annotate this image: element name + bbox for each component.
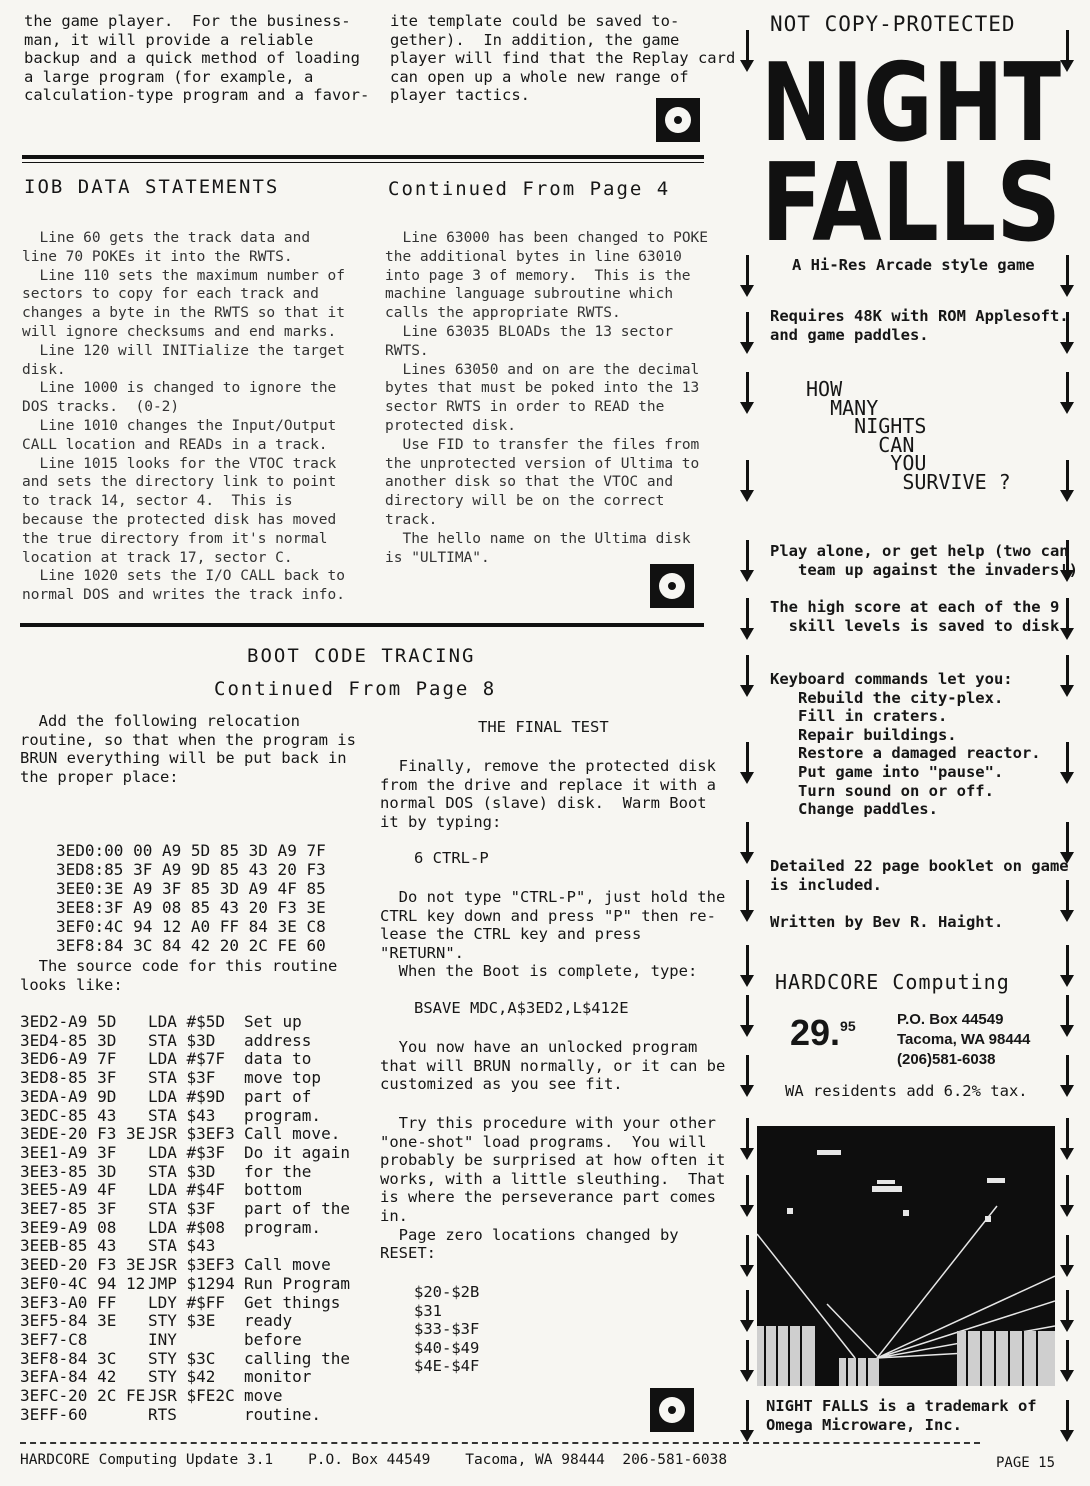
final-para-2: Do not type "CTRL-P", just hold the CTRL key down and press "P" then re- lease the CTRL key and press "RETURN". When the Boot is complete, type:	[380, 888, 726, 981]
asm-row	[20, 1368, 354, 1387]
asm-comment: before	[244, 1329, 302, 1349]
asm-address: 3EF5-84 3E	[20, 1311, 117, 1331]
asm-row	[20, 1050, 354, 1069]
page-number: PAGE 15	[996, 1455, 1056, 1471]
asm-row	[20, 1013, 354, 1032]
ad-address	[897, 1010, 1030, 1070]
asm-row	[20, 1144, 354, 1163]
asm-row	[20, 1125, 354, 1144]
down-arrow-icon	[740, 255, 754, 297]
down-arrow-icon	[740, 30, 754, 72]
asm-comment: Call move	[244, 1255, 331, 1275]
down-arrow-icon	[1060, 945, 1074, 987]
price-main: 29.	[790, 1012, 841, 1053]
asm-instruction: STA $43	[148, 1105, 216, 1125]
ad-play: Play alone, or get help (two can team up against the invaders!)	[770, 542, 1078, 579]
asm-comment: bottom	[244, 1180, 302, 1200]
ctrl-command: 6 CTRL-P	[414, 849, 489, 867]
down-arrow-icon	[1060, 1340, 1074, 1382]
source-intro: The source code for this routine looks like:	[20, 957, 338, 994]
asm-listing	[20, 1013, 354, 1424]
asm-address: 3EF3-A0 FF	[20, 1292, 117, 1312]
boot-continued: Continued From Page 8	[214, 678, 497, 700]
asm-address: 3EED-20 F3 3E	[20, 1255, 146, 1275]
logo-line-2: FALLS	[761, 141, 1061, 246]
asm-row	[20, 1350, 354, 1369]
asm-instruction: LDA #$5D	[148, 1012, 226, 1031]
asm-comment: ready	[244, 1311, 293, 1331]
boot-title: BOOT CODE TRACING	[247, 645, 476, 667]
ad-price	[790, 1012, 856, 1054]
asm-address: 3EEB-85 43	[20, 1236, 117, 1256]
final-para-4: Try this procedure with your other "one-shot" load programs. You will probably be surprised at how often it works, with a little sleuthing. That is where the perseverance part comes in. Page zero locations changed by RESET:	[380, 1114, 726, 1263]
asm-address: 3EE5-A9 4F	[20, 1180, 117, 1200]
asm-address: 3EE3-85 3D	[20, 1161, 117, 1181]
asm-instruction: LDA #$3F	[148, 1142, 226, 1162]
asm-row	[20, 1294, 354, 1313]
down-arrow-icon	[1060, 742, 1074, 784]
down-arrow-icon	[740, 995, 754, 1037]
asm-address: 3EE1-A9 3F	[20, 1142, 117, 1162]
ad-header: NOT COPY-PROTECTED	[770, 12, 1016, 36]
section-divider-thin	[22, 162, 704, 163]
iob-continued: Continued From Page 4	[388, 178, 671, 200]
asm-comment: move	[244, 1386, 283, 1406]
down-arrow-icon	[740, 598, 754, 640]
ad-keyboard: Keyboard commands let you: Rebuild the city-plex. Fill in craters. Repair buildings. Restore a damaged reactor. Put game into "pause". Turn sound on or off. Change paddles.	[770, 670, 1041, 819]
asm-row	[20, 1237, 354, 1256]
asm-address: 3EF8-84 3C	[20, 1348, 117, 1368]
asm-row	[20, 1406, 354, 1425]
logo-line-1: NIGHT	[761, 44, 1062, 166]
asm-row	[20, 1256, 354, 1275]
asm-comment: program.	[244, 1217, 322, 1237]
asm-comment: monitor	[244, 1367, 312, 1387]
section-divider	[22, 155, 704, 159]
asm-comment: for the	[244, 1161, 312, 1181]
asm-instruction: JSR $3EF3	[148, 1255, 235, 1275]
asm-comment: calling the	[244, 1348, 350, 1368]
asm-address: 3ED8-85 3F	[20, 1068, 117, 1088]
phone-number: (206)581-6038	[897, 1051, 996, 1068]
ad-score: The high score at each of the 9 skill levels is saved to disk.	[770, 598, 1069, 635]
ad-subtitle: A Hi-Res Arcade style game	[792, 256, 1035, 274]
footer-info: HARDCORE Computing Update 3.1 P.O. Box 44549 Tacoma, WA 98444 206-581-6038	[20, 1452, 728, 1468]
asm-comment: part of the	[244, 1199, 350, 1219]
ad-tax: WA residents add 6.2% tax.	[785, 1082, 1028, 1100]
asm-row	[20, 1275, 354, 1294]
asm-comment: address	[244, 1030, 312, 1050]
ad-requirements: Requires 48K with ROM Applesoft. and game paddles.	[770, 307, 1069, 344]
down-arrow-icon	[740, 1340, 754, 1382]
zero-page-list: $20-$2B $31 $33-$3F $40-$49 $4E-$4F	[414, 1283, 480, 1376]
asm-instruction: STA $3F	[148, 1068, 216, 1088]
game-screenshot	[757, 1126, 1055, 1386]
down-arrow-icon	[740, 1290, 754, 1332]
asm-instruction: STA $3D	[148, 1161, 216, 1181]
asm-instruction: STY $3C	[148, 1348, 216, 1368]
down-arrow-icon	[1060, 995, 1074, 1037]
asm-address: 3EDE-20 F3 3E	[20, 1124, 146, 1144]
address-line-1: P.O. Box 44549	[897, 1011, 1004, 1028]
asm-address: 3EF0-4C 94 12	[20, 1273, 146, 1293]
section-divider	[20, 623, 704, 627]
down-arrow-icon	[740, 822, 754, 864]
iob-title: IOB DATA STATEMENTS	[24, 176, 280, 198]
down-arrow-icon	[740, 945, 754, 987]
end-mark-icon	[650, 564, 694, 608]
hex-dump: 3ED0:00 00 A9 5D 85 3D A9 7F 3ED8:85 3F A9 9D 85 43 20 F3 3EE0:3E A9 3F 85 3D A9 4F 85 3EE8:3F A9 08 85 43 20 F3 3E 3EF0:4C 94 12 A0 FF 84 3E C8 3EF8:84 3C 84 42 20 2C FE 60	[56, 841, 326, 955]
footer-rule	[20, 1442, 980, 1444]
asm-address: 3ED2-A9 5D	[20, 1012, 117, 1031]
asm-address: 3EFC-20 2C FE	[20, 1386, 146, 1406]
down-arrow-icon	[740, 880, 754, 922]
down-arrow-icon	[1060, 1290, 1074, 1332]
asm-instruction: LDA #$9D	[148, 1086, 226, 1106]
asm-row	[20, 1387, 354, 1406]
asm-row	[20, 1032, 354, 1051]
asm-comment: data to	[244, 1049, 312, 1069]
asm-instruction: LDY #$FF	[148, 1292, 226, 1312]
iob-right-column: Line 63000 has been changed to POKE the additional bytes in line 63010 into page 3 of memory. This is the machine language subroutine which calls the appropriate RWTS. Line 63035 BLOADs the 13 sector RWTS. Lines 63050 and on are the decimal bytes that must be poked into the 13 sector RWTS in order to READ the protected disk. Use FID to transfer the files from the unprotected version of Ultima to another disk so that the VTOC and directory will be on the correct track. The hello name on the Ultima disk is "ULTIMA".	[385, 230, 709, 566]
asm-row	[20, 1312, 354, 1331]
ad-author: Written by Bev R. Haight.	[770, 913, 1004, 931]
down-arrow-icon	[1060, 1175, 1074, 1217]
down-arrow-icon	[1060, 460, 1074, 502]
asm-instruction: JSR $FE2C	[148, 1386, 235, 1406]
asm-address: 3EE9-A9 08	[20, 1217, 117, 1237]
asm-comment: Call move.	[244, 1124, 341, 1144]
down-arrow-icon	[1060, 1118, 1074, 1160]
ad-booklet: Detailed 22 page booklet on game is included.	[770, 857, 1069, 894]
asm-address: 3ED6-A9 7F	[20, 1049, 117, 1069]
asm-comment: Set up	[244, 1012, 302, 1031]
asm-instruction: JSR $3EF3	[148, 1124, 235, 1144]
asm-address: 3EDC-85 43	[20, 1105, 117, 1125]
asm-instruction: LDA #$4F	[148, 1180, 226, 1200]
asm-comment: Get things	[244, 1292, 341, 1312]
asm-instruction: LDA #$7F	[148, 1049, 226, 1069]
asm-instruction: STA $3F	[148, 1199, 216, 1219]
asm-address: 3EFF-60	[20, 1404, 88, 1424]
asm-instruction: STA $3D	[148, 1030, 216, 1050]
down-arrow-icon	[1060, 655, 1074, 697]
ad-trademark: NIGHT FALLS is a trademark of Omega Microware, Inc.	[766, 1397, 1037, 1434]
final-para-3: You now have an unlocked program that will BRUN normally, or it can be customized as you see fit.	[380, 1038, 726, 1094]
asm-address: 3EFA-84 42	[20, 1367, 117, 1387]
asm-comment: program.	[244, 1105, 322, 1125]
top-right-column: ite template could be saved to- gether). In addition, the game player will find that the Replay card can open up a whole new range of player tactics.	[390, 12, 736, 105]
asm-comment: move top	[244, 1068, 322, 1088]
final-test-title: THE FINAL TEST	[478, 718, 609, 736]
down-arrow-icon	[740, 742, 754, 784]
asm-row	[20, 1163, 354, 1182]
asm-address: 3EE7-85 3F	[20, 1199, 117, 1219]
down-arrow-icon	[740, 1400, 754, 1442]
price-cents: 95	[840, 1018, 856, 1034]
asm-row	[20, 1219, 354, 1238]
asm-address: 3EF7-C8	[20, 1329, 88, 1349]
down-arrow-icon	[1060, 255, 1074, 297]
down-arrow-icon	[1060, 1400, 1074, 1442]
asm-comment: Do it again	[244, 1142, 350, 1162]
asm-instruction: LDA #$08	[148, 1217, 226, 1237]
asm-row	[20, 1200, 354, 1219]
asm-row	[20, 1107, 354, 1126]
down-arrow-icon	[1060, 1235, 1074, 1277]
asm-comment: part of	[244, 1086, 312, 1106]
boot-intro: Add the following relocation routine, so that when the program is BRUN everything will be put back in the proper place:	[20, 712, 356, 786]
asm-row	[20, 1331, 354, 1350]
end-mark-icon	[656, 98, 700, 142]
asm-instruction: JMP $1294	[148, 1273, 235, 1293]
asm-comment: Run Program	[244, 1273, 350, 1293]
asm-instruction: INY	[148, 1329, 177, 1349]
end-mark-icon	[650, 1388, 694, 1432]
asm-instruction: STY $42	[148, 1367, 216, 1387]
down-arrow-icon	[740, 655, 754, 697]
bsave-command: BSAVE MDC,A$3ED2,L$412E	[414, 999, 629, 1017]
down-arrow-icon	[740, 312, 754, 354]
asm-address: 3EDA-A9 9D	[20, 1086, 117, 1106]
asm-row	[20, 1069, 354, 1088]
ad-vendor: HARDCORE Computing	[775, 970, 1010, 994]
top-left-column: the game player. For the business- man, it will provide a reliable backup and a quick method of loading a large program (for example, a calculation-type program and a favor-	[24, 12, 370, 105]
asm-instruction: STA $43	[148, 1236, 216, 1256]
down-arrow-icon	[740, 1055, 754, 1097]
down-arrow-icon	[1060, 372, 1074, 414]
iob-left-column: Line 60 gets the track data and line 70 POKEs it into the RWTS. Line 110 sets the maximum number of sectors to copy for each track and changes a byte in the RWTS so that it will ignore checksums and end marks. Line 120 will INITialize the target disk. Line 1000 is changed to ignore the DOS tracks. (0-2) Line 1010 changes the Input/Output CALL location and READs in a track. Line 1015 looks for the VTOC track and sets the directory link to point to track 14, sector 4. This is because the protected disk has moved the true directory from it's normal location at track 17, sector C. Line 1020 sets the I/O CALL back to normal DOS and writes the track info.	[22, 230, 346, 604]
down-arrow-icon	[740, 540, 754, 582]
asm-address: 3ED4-85 3D	[20, 1030, 117, 1050]
asm-instruction: RTS	[148, 1404, 177, 1424]
address-line-2: Tacoma, WA 98444	[897, 1031, 1031, 1048]
down-arrow-icon	[740, 372, 754, 414]
night-falls-logo	[757, 44, 1065, 246]
down-arrow-icon	[740, 1118, 754, 1160]
final-para-1: Finally, remove the protected disk from the drive and replace it with a normal DOS (slave) disk. Warm Boot it by typing:	[380, 757, 716, 831]
asm-comment	[244, 1237, 354, 1256]
down-arrow-icon	[740, 1235, 754, 1277]
down-arrow-icon	[740, 1175, 754, 1217]
asm-row	[20, 1088, 354, 1107]
down-arrow-icon	[1060, 1055, 1074, 1097]
asm-instruction: STY $3E	[148, 1311, 216, 1331]
down-arrow-icon	[740, 460, 754, 502]
ad-question: HOW MANY NIGHTS CAN YOU SURVIVE ?	[806, 377, 1011, 494]
asm-row	[20, 1181, 354, 1200]
asm-comment: routine.	[244, 1404, 322, 1424]
